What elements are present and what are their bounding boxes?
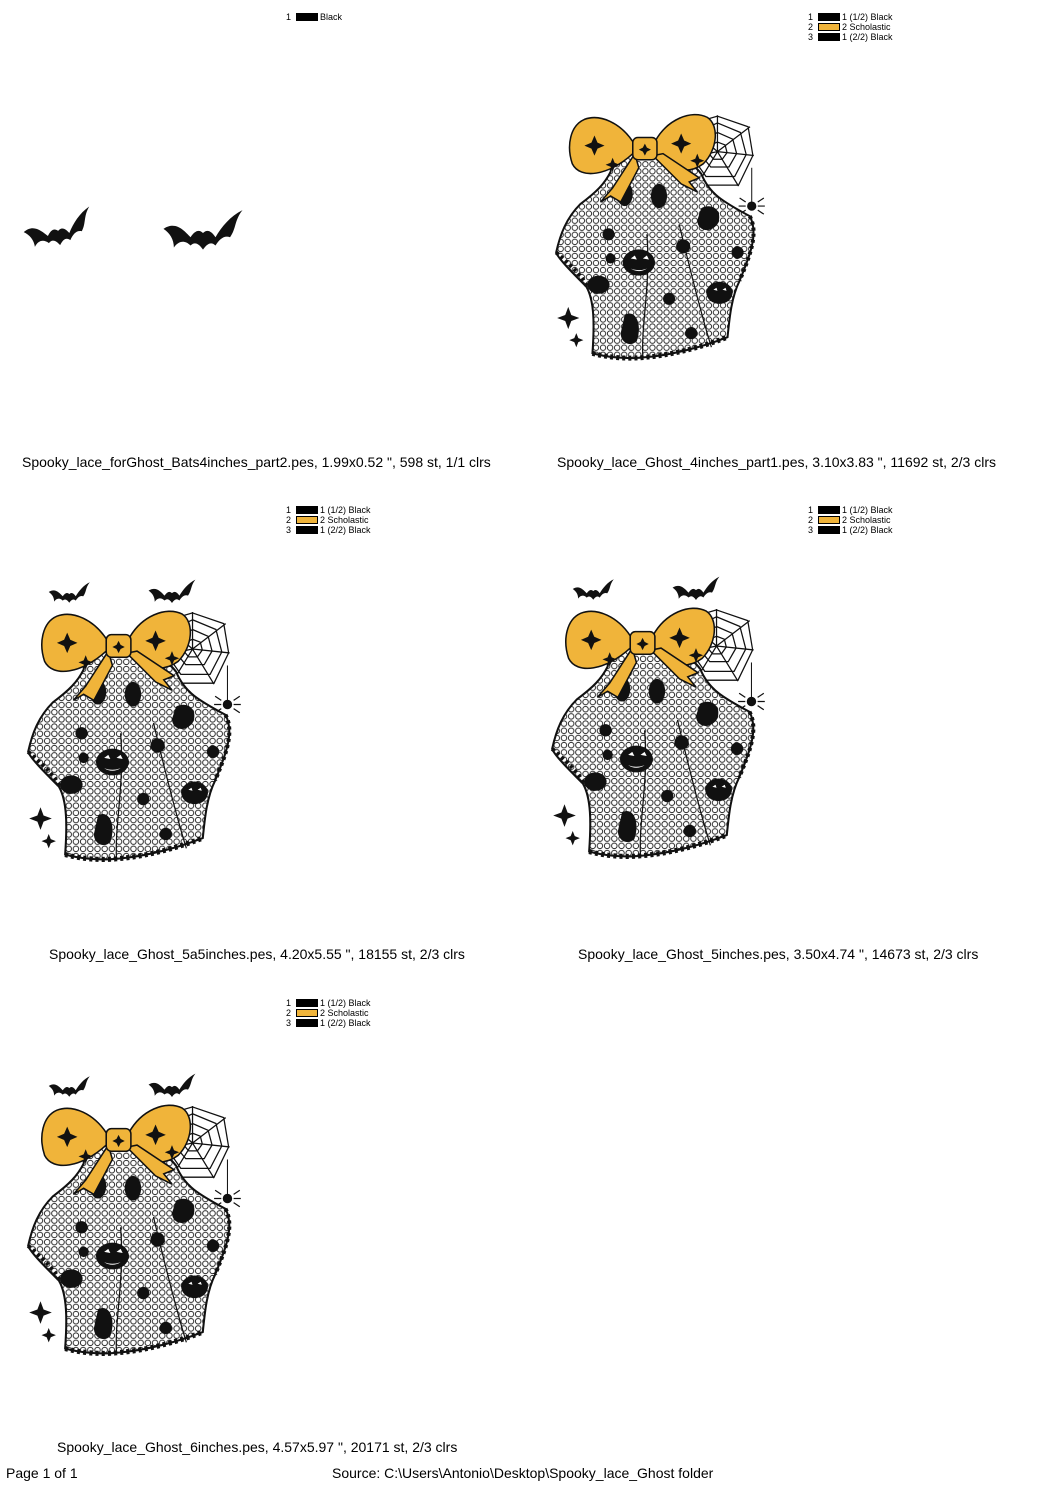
color-swatch — [296, 1009, 318, 1017]
legend-label: 2 Scholastic — [320, 1008, 369, 1018]
color-swatch — [296, 13, 318, 21]
legend-label: Black — [320, 12, 343, 22]
legend-number: 3 — [286, 525, 292, 535]
ghost-design — [22, 1072, 248, 1362]
source-path: Source: C:\Users\Antonio\Desktop\Spooky_lace_Ghost folder — [332, 1465, 714, 1481]
legend-number: 2 — [808, 515, 814, 525]
color-swatch — [296, 999, 318, 1007]
legend-label: 1 (2/2) Black — [842, 525, 893, 535]
bats-design — [22, 200, 252, 270]
legend-number: 3 — [808, 525, 814, 535]
legend-label: 1 (1/2) Black — [320, 505, 371, 515]
legend-label: 1 (2/2) Black — [320, 525, 371, 535]
thread-legend — [286, 998, 406, 1028]
thread-legend — [808, 505, 928, 535]
design-caption: Spooky_lace_Ghost_4inches_part1.pes, 3.10x3.83 ", 11692 st, 2/3 clrs — [557, 454, 996, 470]
legend-number: 1 — [286, 12, 292, 22]
thread-legend — [286, 505, 406, 535]
legend-row — [286, 1018, 406, 1028]
color-swatch — [818, 516, 840, 524]
color-swatch — [818, 506, 840, 514]
color-swatch — [818, 13, 840, 21]
page-number: Page 1 of 1 — [6, 1465, 78, 1481]
legend-label: 2 Scholastic — [842, 22, 891, 32]
legend-label: 1 (1/2) Black — [842, 12, 893, 22]
legend-row — [286, 525, 406, 535]
color-swatch — [296, 506, 318, 514]
legend-label: 1 (1/2) Black — [320, 998, 371, 1008]
ghost-design — [22, 578, 248, 868]
color-swatch — [296, 516, 318, 524]
legend-row — [808, 22, 928, 32]
color-swatch — [296, 526, 318, 534]
legend-row — [808, 12, 928, 22]
color-swatch — [818, 33, 840, 41]
legend-row — [286, 12, 406, 22]
design-caption: Spooky_lace_Ghost_5inches.pes, 3.50x4.74 ", 14673 st, 2/3 clrs — [578, 946, 979, 962]
legend-number: 1 — [286, 998, 292, 1008]
legend-row — [808, 515, 928, 525]
legend-label: 2 Scholastic — [320, 515, 369, 525]
legend-number: 3 — [286, 1018, 292, 1028]
legend-row — [808, 525, 928, 535]
thread-legend — [808, 12, 928, 42]
design-caption: Spooky_lace_forGhost_Bats4inches_part2.pes, 1.99x0.52 ", 598 st, 1/1 clrs — [22, 454, 491, 470]
legend-row — [808, 32, 928, 42]
legend-number: 1 — [808, 12, 814, 22]
color-swatch — [818, 526, 840, 534]
legend-label: 2 Scholastic — [842, 515, 891, 525]
legend-row — [286, 998, 406, 1008]
ghost-design — [546, 64, 776, 374]
legend-number: 2 — [286, 515, 292, 525]
legend-number: 2 — [808, 22, 814, 32]
thread-legend — [286, 12, 406, 22]
legend-row — [286, 515, 406, 525]
legend-label: 1 (2/2) Black — [842, 32, 893, 42]
legend-number: 1 — [286, 505, 292, 515]
color-swatch — [818, 23, 840, 31]
ghost-design — [546, 575, 772, 865]
legend-label: 1 (2/2) Black — [320, 1018, 371, 1028]
legend-number: 3 — [808, 32, 814, 42]
legend-number: 1 — [808, 505, 814, 515]
legend-row — [286, 1008, 406, 1018]
color-swatch — [296, 1019, 318, 1027]
design-caption: Spooky_lace_Ghost_6inches.pes, 4.57x5.97 ", 20171 st, 2/3 clrs — [57, 1439, 458, 1455]
legend-row — [808, 505, 928, 515]
legend-label: 1 (1/2) Black — [842, 505, 893, 515]
design-caption: Spooky_lace_Ghost_5a5inches.pes, 4.20x5.55 ", 18155 st, 2/3 clrs — [49, 946, 465, 962]
legend-number: 2 — [286, 1008, 292, 1018]
legend-row — [286, 505, 406, 515]
